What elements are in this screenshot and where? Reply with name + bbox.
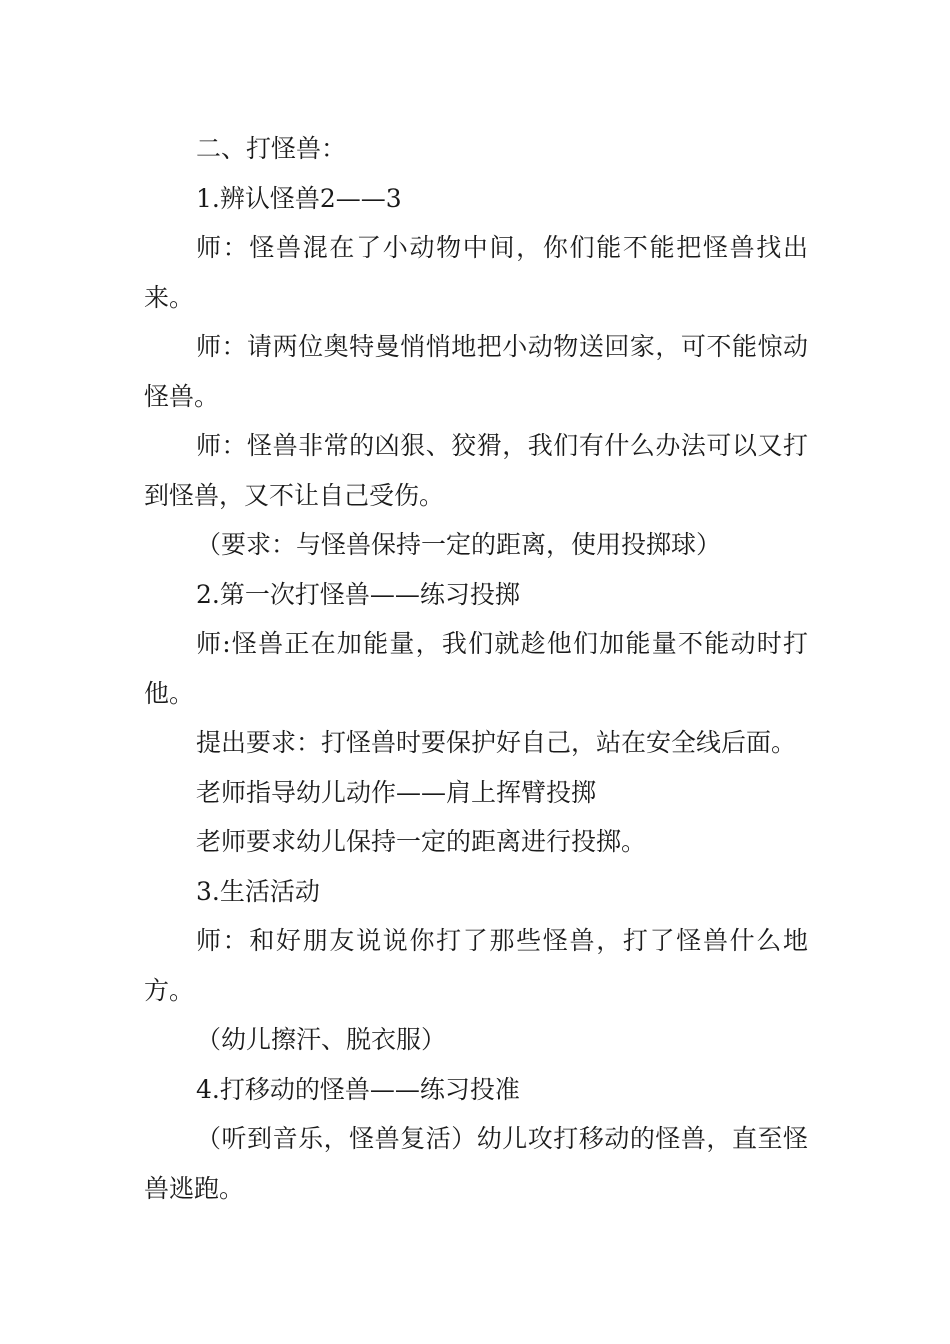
paragraph: 师：和好朋友说说你打了那些怪兽，打了怪兽什么地方。 <box>144 926 808 1005</box>
paragraph: 师：怪兽混在了小动物中间，你们能不能把怪兽找出来。 <box>144 233 808 312</box>
section-heading: 二、打怪兽： <box>196 134 347 163</box>
paragraph: 师：请两位奥特曼悄悄地把小动物送回家，可不能惊动怪兽。 <box>144 332 808 411</box>
document-body <box>144 124 808 1213</box>
paragraph: （听到音乐，怪兽复活）幼儿攻打移动的怪兽，直至怪兽逃跑。 <box>144 1124 808 1203</box>
note: （幼儿擦汗、脱衣服） <box>196 1025 447 1054</box>
requirement-note: （要求：与怪兽保持一定的距离，使用投掷球） <box>196 530 722 559</box>
step-heading: 2.第一次打怪兽——练习投掷 <box>196 579 520 609</box>
paragraph: 师:怪兽正在加能量，我们就趁他们加能量不能动时打他。 <box>144 629 808 708</box>
paragraph: 提出要求：打怪兽时要保护好自己，站在安全线后面。 <box>196 728 797 757</box>
step-heading: 3.生活活动 <box>196 876 320 906</box>
paragraph: 老师指导幼儿动作——肩上挥臂投掷 <box>196 777 597 807</box>
paragraph: 老师要求幼儿保持一定的距离进行投掷。 <box>196 827 647 856</box>
step-heading: 4.打移动的怪兽——练习投准 <box>196 1074 520 1104</box>
paragraph: 师：怪兽非常的凶狠、狡猾，我们有什么办法可以又打到怪兽，又不让自己受伤。 <box>144 431 808 510</box>
step-heading: 1.辨认怪兽2——3 <box>196 183 402 213</box>
